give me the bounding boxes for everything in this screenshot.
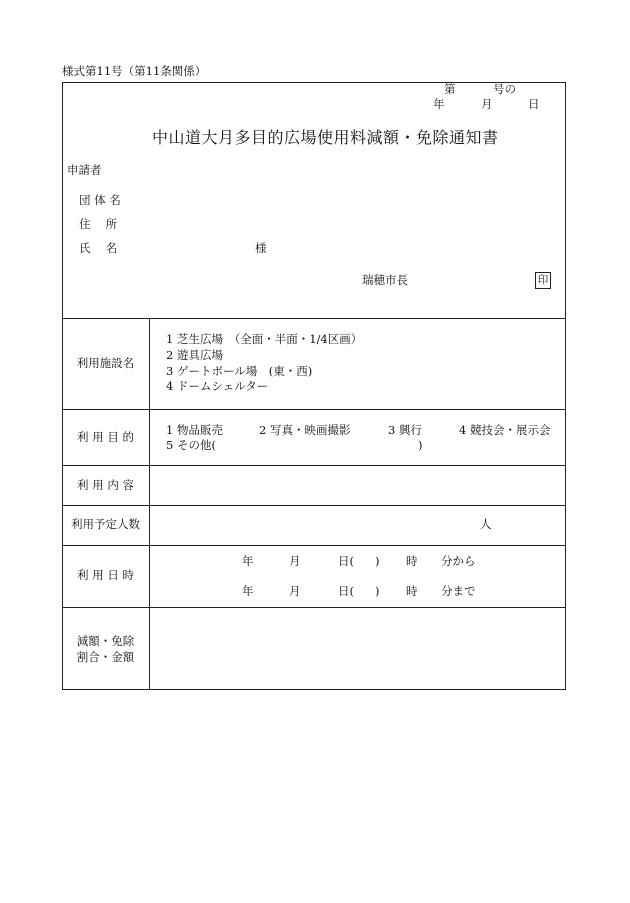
datetime-to-paren: ) bbox=[375, 584, 380, 598]
datetime-to-year: 年 bbox=[242, 584, 254, 598]
datetime-label: 利 用 日 時 bbox=[77, 568, 134, 582]
group-name-label: 団 体 名 bbox=[79, 193, 121, 207]
datetime-to-hour: 時 bbox=[406, 584, 418, 598]
people-unit: 人 bbox=[480, 517, 492, 531]
date-month: 月 bbox=[481, 97, 493, 111]
applicant-heading: 申請者 bbox=[67, 163, 102, 177]
facility-option-2: 2 遊具広場 bbox=[166, 348, 223, 362]
datetime-from-day: 日( bbox=[338, 554, 354, 568]
datetime-from-paren: ) bbox=[375, 554, 380, 568]
purpose-option-1: 1 物品販売 bbox=[166, 423, 223, 437]
facility-label: 利用施設名 bbox=[76, 356, 135, 370]
facility-option-4: 4 ドームシェルター bbox=[166, 379, 269, 393]
date-year: 年 bbox=[433, 97, 445, 111]
purpose-option-4: 4 競技会・展示会 bbox=[459, 423, 551, 437]
row-divider bbox=[62, 318, 566, 319]
honorific-sama: 様 bbox=[255, 241, 267, 255]
people-label: 利用予定人数 bbox=[71, 517, 140, 531]
row-divider bbox=[62, 505, 566, 506]
form-number: 様式第11号（第11条関係） bbox=[62, 64, 207, 78]
datetime-from-year: 年 bbox=[242, 554, 254, 568]
address-label: 住 所 bbox=[79, 217, 118, 231]
purpose-option-2: 2 写真・映画撮影 bbox=[259, 423, 351, 437]
form-frame bbox=[62, 82, 566, 690]
row-divider bbox=[62, 545, 566, 546]
facility-option-3: 3 ゲートボール場 (東・西) bbox=[166, 364, 313, 378]
purpose-label: 利 用 目 的 bbox=[77, 430, 134, 444]
purpose-option-5-close: ) bbox=[418, 438, 423, 452]
facility-option-1: 1 芝生広場 （全面・半面・1/4区画） bbox=[166, 332, 363, 346]
column-divider bbox=[149, 318, 150, 690]
seal-stamp: 印 bbox=[535, 272, 551, 289]
content-label: 利 用 内 容 bbox=[77, 478, 134, 492]
row-divider bbox=[62, 465, 566, 466]
purpose-option-5: 5 その他( bbox=[166, 438, 216, 452]
number-dai: 第 bbox=[444, 82, 456, 96]
issuer-name: 瑞穂市長 bbox=[362, 273, 408, 287]
row-divider bbox=[62, 409, 566, 410]
datetime-from-hour: 時 bbox=[406, 554, 418, 568]
discount-label-line2: 割合・金額 bbox=[76, 650, 135, 664]
purpose-option-3: 3 興行 bbox=[388, 423, 422, 437]
discount-label-line1: 減額・免除 bbox=[76, 634, 135, 648]
datetime-from-minute: 分から bbox=[441, 554, 476, 568]
number-go-no: 号の bbox=[493, 82, 516, 96]
datetime-to-minute: 分まで bbox=[441, 584, 476, 598]
page-title: 中山道大月多目的広場使用料減額・免除通知書 bbox=[152, 128, 499, 147]
row-divider bbox=[62, 607, 566, 608]
datetime-to-month: 月 bbox=[289, 584, 301, 598]
datetime-from-month: 月 bbox=[289, 554, 301, 568]
date-day: 日 bbox=[528, 97, 540, 111]
datetime-to-day: 日( bbox=[338, 584, 354, 598]
name-label: 氏 名 bbox=[79, 241, 118, 255]
